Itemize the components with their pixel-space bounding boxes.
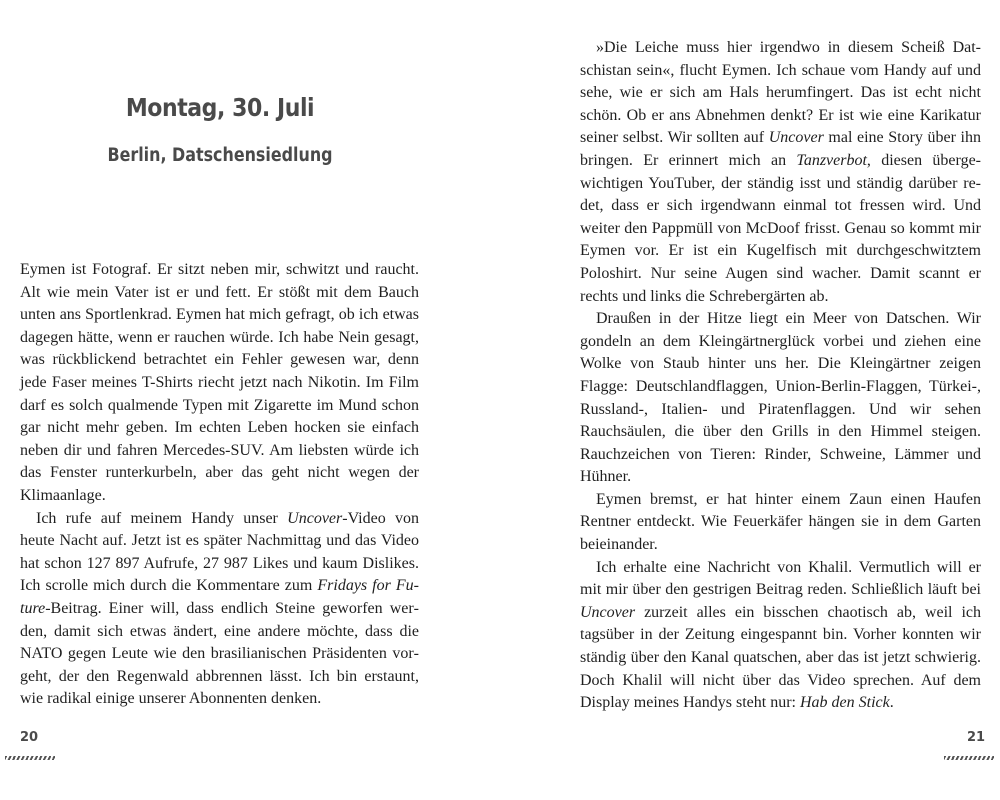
- right-body-text: [580, 37, 981, 715]
- italic-run: Fridays for Future: [20, 577, 419, 617]
- chapter-subtitle: Berlin, Datschensiedlung: [107, 145, 333, 166]
- footer-rule: [944, 756, 994, 760]
- text-run: Ich rufe auf meinem Handy unser: [36, 509, 288, 527]
- chapter-title: Montag, 30. Juli: [125, 93, 315, 122]
- text-run: , diesen übergewichtigen YouTuber, der ständig isst und ständig darüber redet, dass er sich irgendwann einmal tot fressen wird. Und weiter den Pappmüll von McDoof frisst. Genau so kommt mir Eymen vor. Er ist ein Kugelfisch mit durchgeschwitztem Poloshirt. Nur seine Augen sind wacher. Damit scannt er rechts und links die Schrebergärten ab.: [580, 151, 981, 305]
- footer-rule: [5, 756, 55, 760]
- text-run: -Beitrag. Einer will, dass endlich Steine geworfen werden, damit sich etwas ändert, eine andere möchte, dass die NATO gegen Leute wie den brasilianischen Präsidenten vorgeht, der den Regenwald abbrennen lässt. Ich bin erstaunt, wie radikal einige unserer Abonnenten denken.: [20, 599, 419, 708]
- text-run: .: [889, 694, 894, 712]
- italic-run: Tanzverbot: [796, 151, 867, 169]
- left-body-text: [20, 259, 419, 711]
- text-run: Eymen ist Fotograf. Er sitzt neben mir, schwitzt und raucht. Alt wie mein Vater ist er und fett. Er stößt mit dem Bauch unten ans Sportlenkrad. Eymen hat mich gefragt, ob ich etwas dagegen hätte, wenn er rauchen würde. Ich habe Nein gesagt, was rückblickend betrachtet ein Fehler gewesen war, denn jede Faser meines T-Shirts riecht jetzt nach Nikotin. Im Film darf es solch qualmende Typen mit Zigarette im Mund schon gar nicht mehr geben. Im echten Leben hocken sie einfach neben dir und fahren Mercedes-SUV. Am liebsten würde ich das Fenster runterkurbeln, aber das geht nicht wegen der Klimaanlage.: [20, 261, 419, 504]
- paragraph: [20, 259, 419, 508]
- text-run: Draußen in der Hitze liegt ein Meer von Datschen. Wir gondeln an dem Kleingärtnerglück vorbei und ziehen eine Wolke von Staub hinter uns her. Die Kleingärtner zeigen Flagge: Deutschlandflaggen, Union-Berlin-Flaggen, Türkei-, Russland-, Italien- und Piratenflaggen. Und wir sehen Rauchsäulen, die über den Grills in den Himmel steigen. Rauchzeichen von Tieren: Rinder, Schweine, Lämmer und Hühner.: [580, 310, 981, 486]
- paragraph: [580, 557, 981, 715]
- italic-run: Uncover: [768, 129, 824, 147]
- text-run: mal eine Story über ihn bringen. Er erinnert mich an: [580, 129, 982, 169]
- text-run: zurzeit alles ein bisschen chaotisch ab, weil ich tagsüber in der Zeitung eingespannt bin. Vorher konnten wir ständig über den Kanal quatschen, aber das ist jetzt schwierig. Doch Khalil will nicht über das Video sprechen. Auf dem Display meines Handys steht nur:: [580, 603, 981, 712]
- italic-run: Hab den Stick: [799, 694, 890, 712]
- page-number: 20: [20, 730, 39, 745]
- text-run: Eymen bremst, er hat hinter einem Zaun einen Haufen Rentner entdeckt. Wie Feuerkäfer hängen sie in dem Garten beieinander.: [580, 490, 981, 554]
- text-run: »Die Leiche muss hier irgendwo in diesem Scheiß Datschistan sein«, flucht Eymen. Ich schaue vom Handy auf und sehe, wie er sich am Hals herumfingert. Das ist echt nicht schön. Ob er ans Abnehmen denkt? Er ist wie eine Karikatur seiner selbst. Wir sollten auf: [580, 39, 981, 147]
- text-run: -Video von heute Nacht auf. Jetzt ist es später Nachmittag und das Video hat schon 127 897 Aufrufe, 27 987 Likes und kaum Dislikes. Ich scrolle mich durch die Kommentare zum: [20, 509, 419, 595]
- paragraph: [580, 489, 981, 557]
- page-number: 21: [967, 730, 986, 745]
- paragraph: [580, 308, 981, 489]
- paragraph: [20, 508, 419, 711]
- italic-run: Uncover: [580, 603, 636, 621]
- italic-run: Uncover: [287, 509, 343, 527]
- text-run: Ich erhalte eine Nachricht von Khalil. Vermutlich will er mit mir über den gestrigen Beitrag reden. Schließlich läuft bei: [580, 558, 981, 599]
- paragraph: [580, 37, 981, 308]
